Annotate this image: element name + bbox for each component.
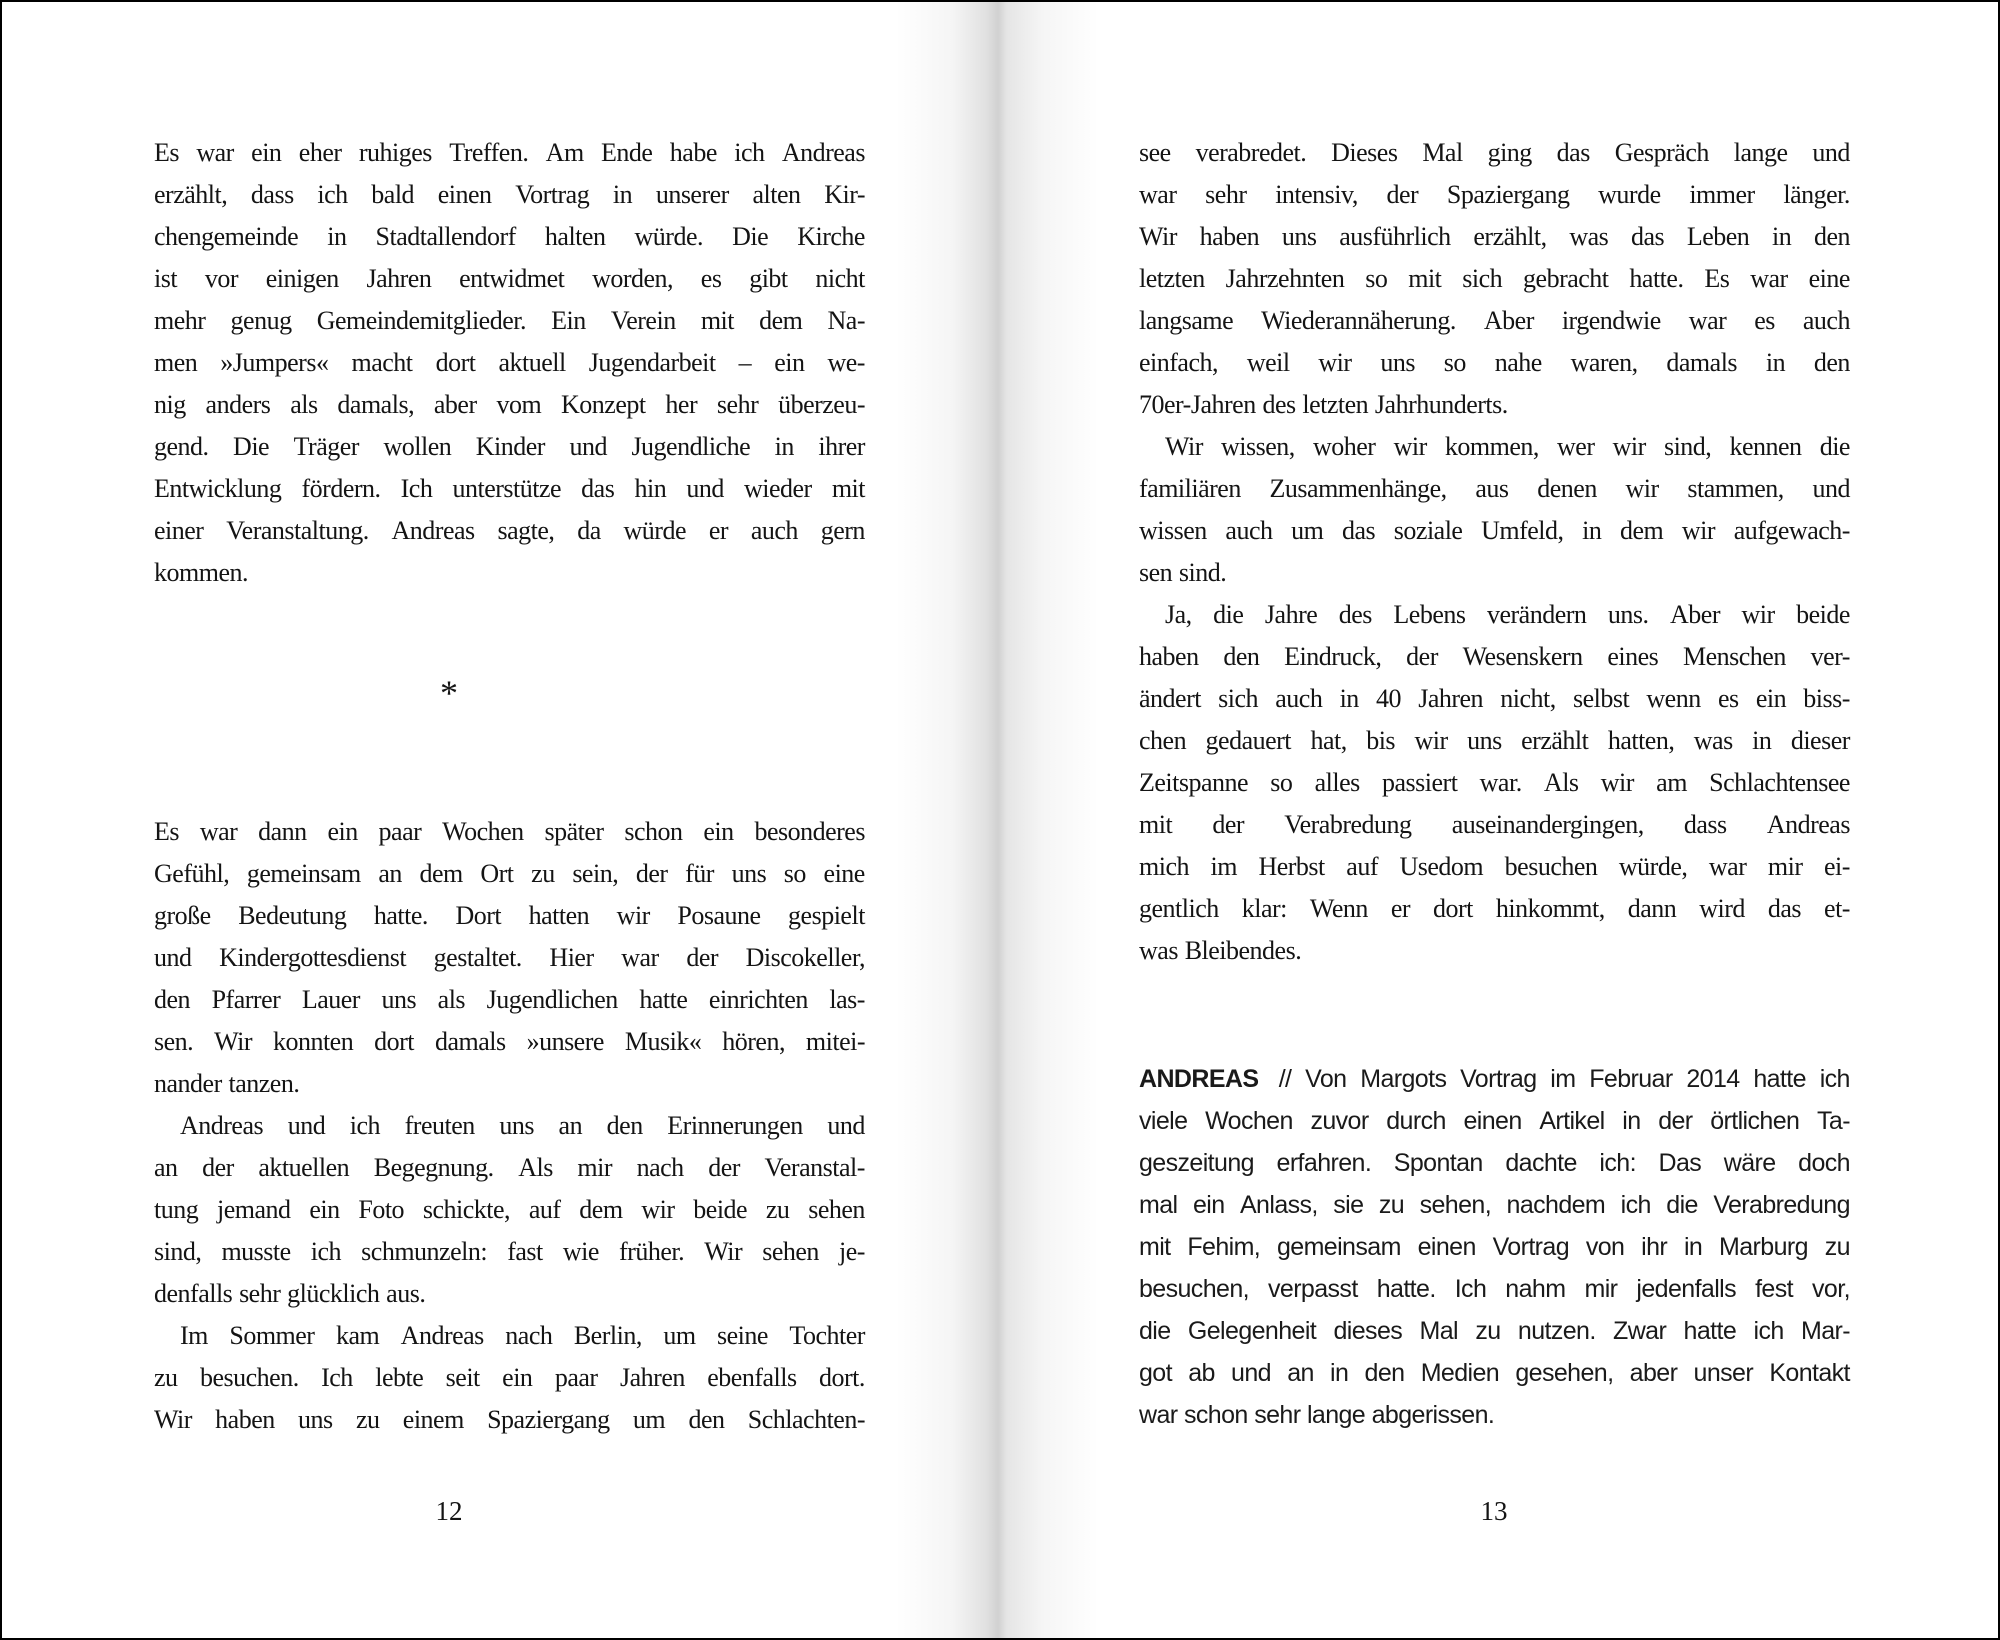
text-line: einfach, weil wir uns so nahe waren, damals in den [1139, 348, 1850, 377]
text-line: und Kindergottesdienst gestaltet. Hier war der Discokeller, [154, 943, 865, 972]
text-line: Wir wissen, woher wir kommen, wer wir sind, kennen die [1165, 432, 1850, 461]
text-line: war sehr intensiv, der Spaziergang wurde immer länger. [1139, 180, 1850, 209]
text-line: ist vor einigen Jahren entwidmet worden, es gibt nicht [154, 264, 865, 293]
text-line: ANDREAS // Von Margots Vortrag im Februar 2014 hatte ich [1139, 1058, 1850, 1100]
left-paragraph-block-1 [154, 132, 865, 594]
text-line: langsame Wiederannäherung. Aber irgendwie war es auch [1139, 306, 1850, 335]
text-line: mich im Herbst auf Usedom besuchen würde, war mir ei- [1139, 852, 1850, 881]
text-line: sen sind. [1139, 558, 1227, 587]
text-line: wissen auch um das soziale Umfeld, in dem wir aufgewach- [1139, 516, 1850, 545]
text-line: sind, musste ich schmunzeln: fast wie früher. Wir sehen je- [154, 1237, 865, 1266]
text-line: gentlich klar: Wenn er dort hinkommt, dann wird das et- [1139, 894, 1850, 923]
text-line: mit der Verabredung auseinandergingen, dass Andreas [1139, 810, 1850, 839]
text-line: familiären Zusammenhänge, aus denen wir stammen, und [1139, 474, 1850, 503]
text-line: viele Wochen zuvor durch einen Artikel in der örtlichen Ta- [1139, 1107, 1850, 1135]
right-speaker-paragraph-andreas [1139, 1058, 1850, 1436]
text-line: Im Sommer kam Andreas nach Berlin, um seine Tochter [180, 1321, 865, 1350]
text-line: tung jemand ein Foto schickte, auf dem wir beide zu sehen [154, 1195, 865, 1224]
text-line: Ja, die Jahre des Lebens verändern uns. Aber wir beide [1165, 600, 1850, 629]
left-paragraph-block-2 [154, 811, 865, 1441]
text-line: an der aktuellen Begegnung. Als mir nach der Veranstal- [154, 1153, 865, 1182]
text-line: men »Jumpers« macht dort aktuell Jugendarbeit – ein we- [154, 348, 865, 377]
text-line: sen. Wir konnten dort damals »unsere Musik« hören, mitei- [154, 1027, 865, 1056]
text-line: erzählt, dass ich bald einen Vortrag in unserer alten Kir- [154, 180, 865, 209]
text-line: chengemeinde in Stadtallendorf halten würde. Die Kirche [154, 222, 865, 251]
text-line: zu besuchen. Ich lebte seit ein paar Jahren ebenfalls dort. [154, 1363, 865, 1392]
text-line: kommen. [154, 558, 248, 587]
text-line: got ab und an in den Medien gesehen, aber unser Kontakt [1139, 1359, 1850, 1387]
text-line: Es war ein eher ruhiges Treffen. Am Ende habe ich Andreas [154, 138, 865, 167]
text-line: Andreas und ich freuten uns an den Erinnerungen und [180, 1111, 865, 1140]
text-line: denfalls sehr glücklich aus. [154, 1279, 426, 1308]
text-line: Es war dann ein paar Wochen später schon ein besonderes [154, 817, 865, 846]
text-line: see verabredet. Dieses Mal ging das Gespräch lange und [1139, 138, 1850, 167]
text-line: Entwicklung fördern. Ich unterstütze das hin und wieder mit [154, 474, 865, 503]
text-line: 70er-Jahren des letzten Jahrhunderts. [1139, 390, 1508, 419]
page-number-right: 13 [1480, 1496, 1508, 1526]
text-line: besuchen, verpasst hatte. Ich nahm mir jedenfalls fest vor, [1139, 1275, 1850, 1303]
text-line: große Bedeutung hatte. Dort hatten wir Posaune gespielt [154, 901, 865, 930]
text-line: die Gelegenheit dieses Mal zu nutzen. Zwar hatte ich Mar- [1139, 1317, 1850, 1345]
text-line: letzten Jahrzehnten so mit sich gebracht hatte. Es war eine [1139, 264, 1850, 293]
text-line: Wir haben uns zu einem Spaziergang um den Schlachten- [154, 1405, 865, 1434]
text-line: mehr genug Gemeindemitglieder. Ein Verein mit dem Na- [154, 306, 865, 335]
text-line: einer Veranstaltung. Andreas sagte, da würde er auch gern [154, 516, 865, 545]
text-line: den Pfarrer Lauer uns als Jugendlichen hatte einrichten las- [154, 985, 865, 1014]
text-line: haben den Eindruck, der Wesenskern eines Menschen ver- [1139, 642, 1850, 671]
text-line: Gefühl, gemeinsam an dem Ort zu sein, der für uns so eine [154, 859, 865, 888]
text-line: gend. Die Träger wollen Kinder und Jugendliche in ihrer [154, 432, 865, 461]
text-line: Zeitspanne so alles passiert war. Als wir am Schlachtensee [1139, 768, 1850, 797]
right-paragraph-block-1 [1139, 132, 1850, 972]
text-line: was Bleibendes. [1139, 936, 1302, 965]
speaker-label: ANDREAS [1139, 1065, 1259, 1093]
text-line: geszeitung erfahren. Spontan dachte ich: Das wäre doch [1139, 1149, 1850, 1177]
text-line: ändert sich auch in 40 Jahren nicht, selbst wenn es ein biss- [1139, 684, 1850, 713]
text-line: war schon sehr lange abgerissen. [1139, 1401, 1495, 1429]
section-separator-star: * [440, 673, 458, 713]
text-line: nander tanzen. [154, 1069, 300, 1098]
gutter-shadow [895, 2, 1099, 1638]
text-line: Wir haben uns ausführlich erzählt, was das Leben in den [1139, 222, 1850, 251]
text-line: mit Fehim, gemeinsam einen Vortrag von ihr in Marburg zu [1139, 1233, 1850, 1261]
text-line: chen gedauert hat, bis wir uns erzählt hatten, was in dieser [1139, 726, 1850, 755]
text-line: mal ein Anlass, sie zu sehen, nachdem ich die Verabredung [1139, 1191, 1850, 1219]
text-line: nig anders als damals, aber vom Konzept her sehr überzeu- [154, 390, 865, 419]
page-number-left: 12 [435, 1496, 463, 1526]
